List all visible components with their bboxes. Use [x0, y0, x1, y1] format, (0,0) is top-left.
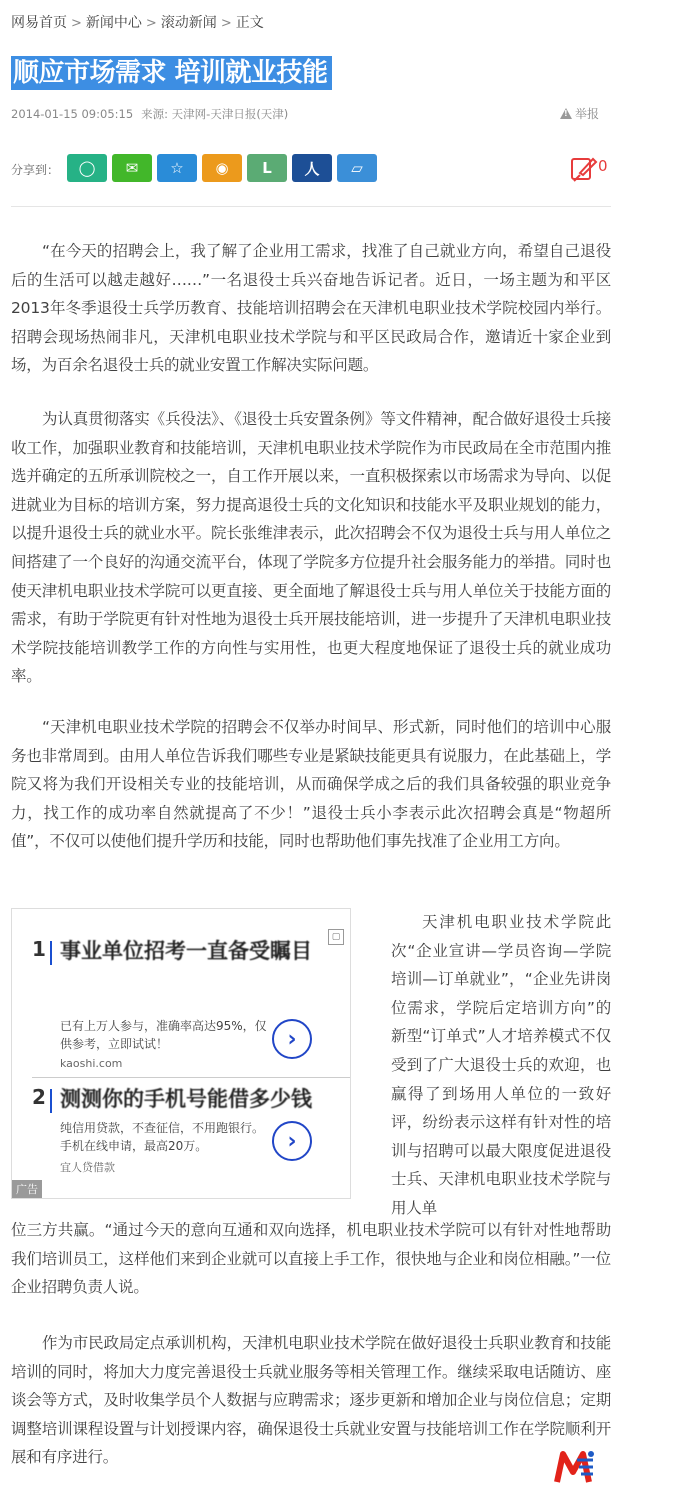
ad-description: 纯信用贷款，不查征信，不用跑银行。手机在线申请，最高20万。 [60, 1121, 265, 1153]
ad-headline[interactable]: 测测你的手机号能借多少钱 [60, 1087, 312, 1111]
article-paragraph-1: “在今天的招聘会上，我了解了企业用工需求，找准了自己就业方向，希望自己退役后的生活可以越走越好……”一名退役士兵兴奋地告诉记者。近日，一场主题为和平区2013年冬季退役士兵学历教育、技能培训招聘会在天津机电职业技术学院校园内举行。招聘会现场热闹非凡，天津机电职业技术学院与和平区民政局合作，邀请近十家企业到场，为百余名退役士兵的就业安置工作解决实际问题。 [11, 242, 611, 375]
share-button-4[interactable] [247, 154, 287, 182]
breadcrumb-rolling-news[interactable]: 滚动新闻 [160, 15, 217, 31]
share-button-wechat[interactable] [112, 154, 152, 182]
breadcrumb-current: 正文 [235, 15, 264, 31]
breadcrumb-news-center[interactable]: 新闻中心 [85, 15, 142, 31]
ad-separator [32, 1077, 350, 1078]
ad-advertiser: 宜人贷借款 [60, 1161, 115, 1174]
publish-datetime: 2014-01-15 09:05:15 [11, 107, 134, 121]
article-paragraph-5: 作为市民政局定点承训机构，天津机电职业技术学院在做好退役士兵职业教育和技能培训的同时，将加大力度完善退役士兵就业服务等相关管理工作。继续采取电话随访、座谈会等方式，及时收集学员个人数据与应聘需求；逐步更新和增加企业与岗位信息；定期调整培训课程设置与计划授课内容，确保退役士兵就业安置与技能培训工作在学院顺利开展和有序进行。 [11, 1334, 611, 1467]
hook-icon: L [262, 159, 272, 177]
ad-item-bar [50, 1089, 52, 1113]
share-button-1[interactable] [67, 154, 107, 182]
ad-item-bar [50, 941, 52, 965]
article-meta [11, 106, 288, 122]
weibo-icon: ◉ [215, 159, 229, 177]
chat-bubble-icon: ◯ [78, 159, 96, 177]
wechat-icon: ✉ [125, 159, 139, 177]
article-paragraph-4-tail: 位三方共赢。“通过今天的意向互通和双向选择，机电职业技术学院可以有针对性地帮助我们培训员工，这样他们来到企业就可以直接上手工作，很快地与企业和岗位相融。”一位企业招聘负责人说。 [11, 1221, 611, 1297]
ad-item-number: 1 [32, 937, 46, 961]
ad-item-number: 2 [32, 1085, 46, 1109]
ad-block[interactable] [11, 908, 351, 1199]
share-button-weibo[interactable] [202, 154, 242, 182]
ad-arrow-button[interactable]: › [272, 1121, 312, 1161]
share-label: 分享到： [11, 163, 60, 177]
article-paragraph-3: “天津机电职业技术学院的招聘会不仅举办时间早、形式新，同时他们的培训中心服务也非常周到。由用人单位告诉我们哪些专业是紧缺技能更具有说服力，在此基础上，学院又将为我们开设相关专业的技能培训，从而确保学成之后的我们具备较强的职业竞争力，找工作的成功率自然就提高了不少！”退役士兵小李表示此次招聘会真是“物超所值”，不仅可以使他们提升学历和技能，同时也帮助他们事先找准了企业用工方向。 [11, 718, 611, 851]
header-divider [11, 206, 611, 207]
ad-arrow-button[interactable]: › [272, 1019, 312, 1059]
ad-advertiser: kaoshi.com [60, 1057, 123, 1070]
report-link[interactable] [560, 105, 599, 122]
ad-description: 已有上万人参与，准确率高达95%，仅供参考，立即试试！ [60, 1019, 267, 1051]
netease-m-logo-icon[interactable] [553, 1448, 597, 1486]
share-button-6[interactable] [337, 154, 377, 182]
edit-comment-icon [570, 154, 598, 184]
comment-button[interactable] [570, 154, 614, 184]
note-icon: ▱ [351, 159, 363, 177]
person-icon: 人 [304, 159, 320, 178]
share-button-renren[interactable] [292, 154, 332, 182]
share-button-favorite[interactable] [157, 154, 197, 182]
breadcrumb-separator: > [71, 16, 82, 31]
article-paragraph-4-lead: 天津机电职业技术学院此次“企业宣讲—学员咨询—学院培训—订单就业”，“企业先讲岗位需求，学院后定培训方向”的新型“订单式”人才培养模式不仅受到了广大退役士兵的欢迎，也赢得了到场用人单位的一致好评，纷纷表示这样有针对性的培训与招聘可以最大限度促进退役士兵、天津机电职业技术学院与用人单 [391, 913, 611, 1217]
article-paragraph-2: 为认真贯彻落实《兵役法》、《退役士兵安置条例》等文件精神，配合做好退役士兵接收工作，加强职业教育和技能培训，天津机电职业技术学院作为市民政局在全市范围内推选并确定的五所承训院校之一，自工作开展以来，一直积极探索以市场需求为导向、以促进就业为目标的培训方案，努力提高退役士兵的文化知识和技能水平及职业规划的能力，以提升退役士兵的就业水平。院长张维津表示，此次招聘会不仅为退役士兵与用人单位之间搭建了一个良好的沟通交流平台，体现了学院多方位提升社会服务能力的举措。同时也使天津机电职业技术学院可以更直接、更全面地了解退役士兵与用人单位关于技能方面的需求，有助于学院更有针对性地为退役士兵开展技能培训，进一步提升了天津机电职业技术学院技能培训教学工作的方向性与实用性，也更大程度地保证了退役士兵的就业成功率。 [11, 410, 611, 686]
article-title: 顺应市场需求 培训就业技能 [11, 56, 332, 90]
comment-count: 0 [598, 157, 608, 175]
warning-icon [560, 108, 572, 119]
article-source[interactable]: 来源: 天津网-天津日报(天津) [141, 107, 289, 121]
ad-headline[interactable]: 事业单位招考一直备受瞩目 [60, 939, 312, 963]
report-label: 举报 [575, 107, 600, 121]
breadcrumb [11, 12, 264, 32]
ad-choices-icon[interactable]: ▢ [328, 929, 344, 945]
breadcrumb-separator: > [145, 16, 157, 31]
ad-tag: 广告 [12, 1180, 42, 1198]
star-icon: ☆ [170, 159, 184, 177]
breadcrumb-home[interactable]: 网易首页 [11, 15, 67, 31]
breadcrumb-separator: > [220, 16, 232, 31]
